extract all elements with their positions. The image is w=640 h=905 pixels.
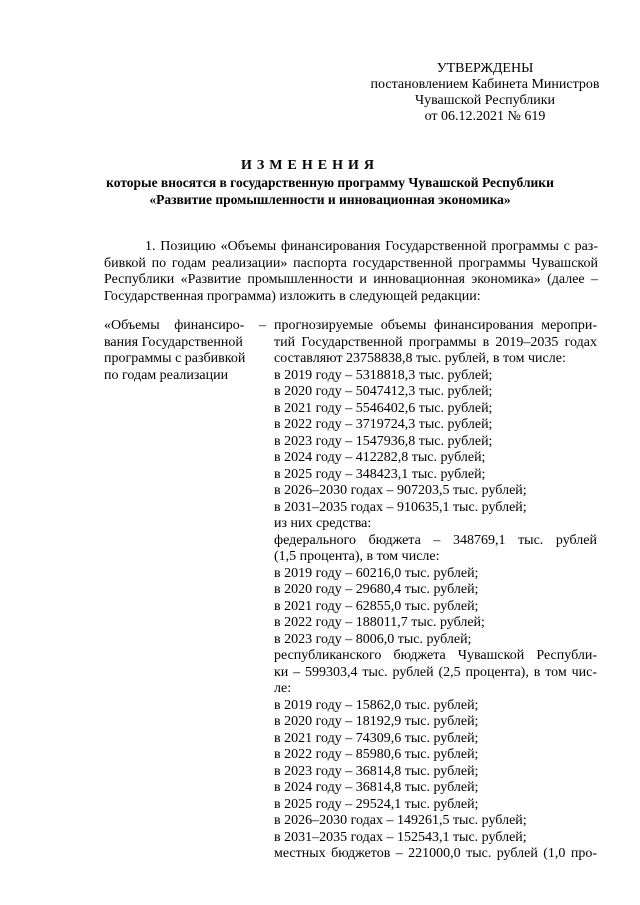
financing-line: в 2020 году – 29680,4 тыс. рублей; [274,582,479,597]
financing-line: местных бюджетов – 221000,0 тыс. рублей (1,0 про- [274,846,597,861]
financing-line: федерального бюджета – 348769,1 тыс. рублей [274,532,597,548]
financing-line: прогнозируемые объемы финансирования меропри- [274,318,597,333]
financing-line: из них средства: [274,516,372,531]
position-label-line: по годам реализации [104,367,229,383]
subtitle-line: которые вносятся в государственную программу Чувашской Республики [106,175,554,190]
financing-line: в 2024 году – 412282,8 тыс. рублей; [274,450,486,465]
paragraph-line: бивкой по годам реализации» паспорта государственной программы Чувашской [104,255,598,271]
approval-date-number: от 06.12.2021 № 619 [424,109,546,124]
financing-line: в 2021 году – 5546402,6 тыс. рублей; [274,400,493,416]
document-title: ИЗМЕНЕНИЯ [241,158,379,173]
financing-line: в 2023 году – 8006,0 тыс. рублей; [274,631,472,647]
financing-line: (1,5 процента), в том числе: [274,549,440,564]
financing-line: тий Государственной программы в 2019–2035 годах [274,334,597,350]
financing-line: республиканского бюджета Чувашской Республи- [274,648,597,663]
position-label-line: программы с разбивкой [104,351,246,366]
financing-line: в 2022 году – 3719724,3 тыс. рублей; [274,417,493,432]
financing-line: в 2031–2035 годах – 152543,1 тыс. рублей; [274,829,527,845]
financing-line: ле: [274,681,292,696]
document-subtitle [60,174,600,208]
paragraph-line: Государственная программа) изложить в следующей редакции: [104,288,481,304]
position-label-column [104,318,266,384]
financing-line: в 2026–2030 годах – 907203,5 тыс. рублей; [274,483,527,498]
financing-line: в 2025 году – 29524,1 тыс. рублей; [274,796,479,812]
approval-heading: УТВЕРЖДЕНЫ [436,61,534,76]
paragraph-line: 1. Позицию «Объемы финансирования Государственной программы с раз- [145,239,598,254]
intro-paragraph [104,239,598,305]
financing-line: в 2023 году – 1547936,8 тыс. рублей; [274,433,493,449]
financing-line: в 2019 году – 60216,0 тыс. рублей; [274,565,479,581]
financing-line: в 2025 году – 348423,1 тыс. рублей; [274,466,486,482]
financing-line: в 2022 году – 85980,6 тыс. рублей; [274,747,479,762]
paragraph-line: Республики «Развитие промышленности и инновационная экономика» (далее – [104,272,598,287]
financing-line: в 2019 году – 15862,0 тыс. рублей; [274,697,479,713]
financing-line: в 2022 году – 188011,7 тыс. рублей; [274,615,485,630]
financing-line: в 2026–2030 годах – 149261,5 тыс. рублей; [274,813,527,828]
approval-republic: Чувашской Республики [414,93,556,108]
financing-line: ки – 599303,4 тыс. рублей (2,5 процента), в том чис- [274,664,597,680]
subtitle-line: «Развитие промышленности и инновационная экономика» [149,192,511,207]
approval-resolution: постановлением Кабинета Министров [370,77,600,92]
position-label-line: вания Государственной [104,334,243,350]
financing-line: в 2021 году – 74309,6 тыс. рублей; [274,730,479,746]
financing-line: в 2023 году – 36814,8 тыс. рублей; [274,763,479,779]
approval-block [350,61,620,125]
financing-line: в 2019 году – 5318818,3 тыс. рублей; [274,367,493,383]
financing-line: составляют 23758838,8 тыс. рублей, в том числе: [274,351,566,366]
financing-details-column [274,318,597,863]
financing-line: в 2024 году – 36814,8 тыс. рублей; [274,780,479,795]
financing-line: в 2020 году – 5047412,3 тыс. рублей; [274,384,493,399]
financing-line: в 2031–2035 годах – 910635,1 тыс. рублей; [274,499,527,515]
financing-line: в 2020 году – 18192,9 тыс. рублей; [274,714,479,729]
position-label-line: «Объемы финансиро- – [104,318,266,333]
financing-line: в 2021 году – 62855,0 тыс. рублей; [274,598,479,614]
